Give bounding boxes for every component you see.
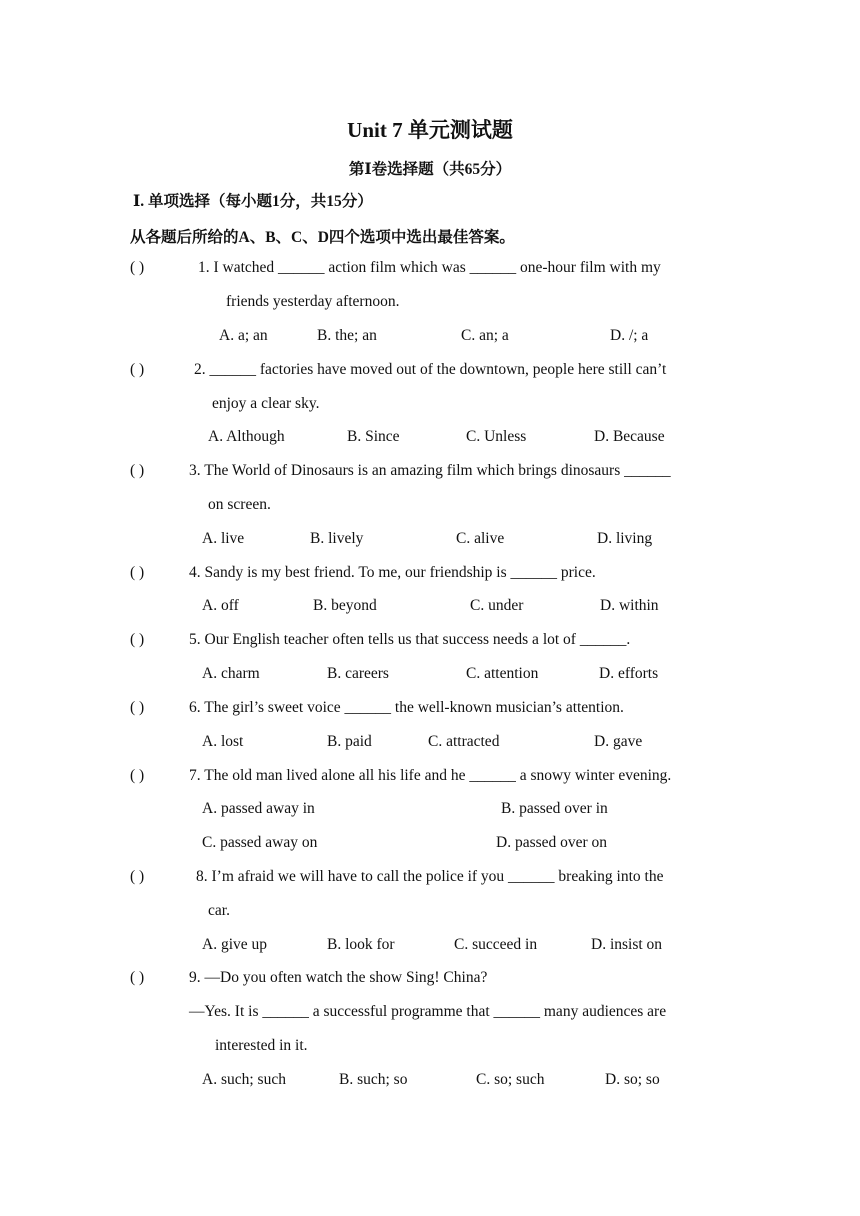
option-c: C. an; a [461,327,509,344]
question-text: 6. The girl’s sweet voice ______ the well-known musician’s attention. [189,699,624,716]
option-d: D. passed over on [496,834,608,851]
question-text-cont: car. [208,902,230,919]
option-b: B. careers [327,665,389,682]
option-c: C. so; such [476,1071,545,1088]
option-a: A. lost [202,733,244,750]
page-title: Unit 7 单元测试题 [347,118,513,142]
question-text: 1. I watched ______ action film which was ______ one-hour film with my [198,259,661,276]
option-d: D. insist on [591,936,663,953]
option-b: B. Since [347,428,400,445]
option-b: B. passed over in [501,800,608,817]
option-d: D. within [600,597,659,614]
option-b: B. look for [327,936,395,953]
option-c: C. succeed in [454,936,538,953]
question-text-cont: —Yes. It is ______ a successful programme that ______ many audiences are [189,1003,667,1020]
option-a: A. passed away in [202,800,315,817]
section-instruction: 从各题后所给的A、B、C、D四个选项中选出最佳答案。 [130,229,515,246]
option-b: B. such; so [339,1071,408,1088]
answer-blank: ( ) [130,462,145,479]
option-c: C. alive [456,530,505,547]
answer-blank: ( ) [130,259,145,276]
option-b: B. paid [327,733,372,750]
question-text: 5. Our English teacher often tells us that success needs a lot of ______. [189,631,631,648]
question-text: 9. —Do you often watch the show Sing! China? [189,969,488,986]
option-c: C. passed away on [202,834,318,851]
option-b: B. beyond [313,597,377,614]
answer-blank: ( ) [130,868,145,885]
option-b: B. the; an [317,327,377,344]
question-text-cont: interested in it. [215,1037,308,1054]
option-d: D. gave [594,733,643,750]
option-d: D. /; a [610,327,649,344]
question-text: 4. Sandy is my best friend. To me, our friendship is ______ price. [189,564,596,581]
question-text: 2. ______ factories have moved out of the downtown, people here still can’t [194,361,667,378]
option-a: A. live [202,530,245,547]
option-a: A. such; such [202,1071,286,1088]
option-c: C. attention [466,665,539,682]
option-d: D. Because [594,428,665,445]
option-a: A. Although [208,428,285,445]
option-c: C. Unless [466,428,527,445]
option-d: D. so; so [605,1071,660,1088]
question-text-cont: friends yesterday afternoon. [226,293,400,310]
option-b: B. lively [310,530,364,547]
answer-blank: ( ) [130,767,145,784]
option-d: D. living [597,530,653,547]
option-a: A. off [202,597,239,614]
option-a: A. give up [202,936,268,953]
question-text-cont: on screen. [208,496,271,513]
question-text: 8. I’m afraid we will have to call the police if you ______ breaking into the [196,868,664,885]
option-a: A. a; an [219,327,268,344]
option-c: C. under [470,597,524,614]
answer-blank: ( ) [130,699,145,716]
paper-subtitle: 第Ⅰ卷选择题（共65分） [348,161,512,178]
question-text-cont: enjoy a clear sky. [212,395,320,412]
answer-blank: ( ) [130,969,145,986]
answer-blank: ( ) [130,631,145,648]
option-d: D. efforts [599,665,659,682]
question-text: 7. The old man lived alone all his life and he ______ a snowy winter evening. [189,767,672,784]
question-text: 3. The World of Dinosaurs is an amazing film which brings dinosaurs ______ [189,462,671,479]
section-heading: Ⅰ. 单项选择（每小题1分，共15分） [133,193,373,210]
answer-blank: ( ) [130,361,145,378]
answer-blank: ( ) [130,564,145,581]
option-c: C. attracted [428,733,500,750]
option-a: A. charm [202,665,260,682]
